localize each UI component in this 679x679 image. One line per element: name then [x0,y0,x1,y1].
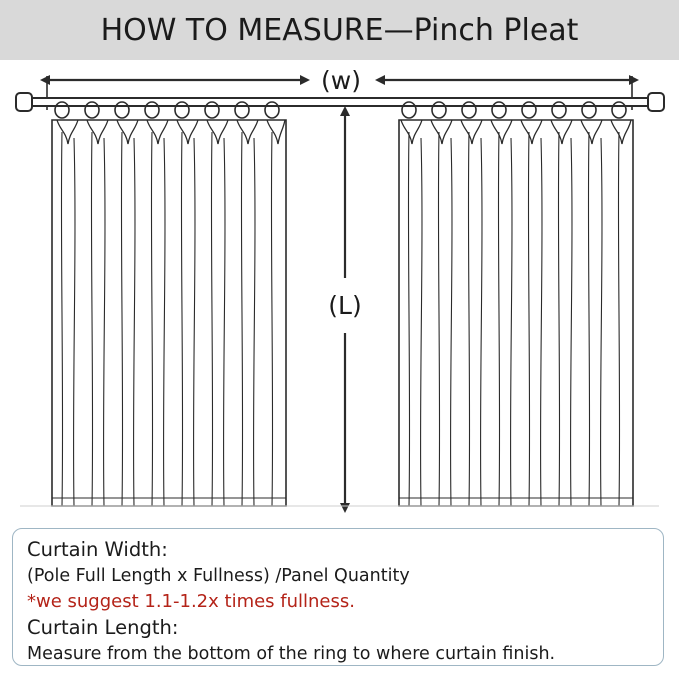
curtain-width-formula: (Pole Full Length x Fullness) /Panel Quantity [27,566,410,586]
diagram-svg [0,58,679,528]
curtain-rod [16,93,664,111]
fullness-suggestion-note: *we suggest 1.1-1.2x times fullness. [27,591,355,612]
curtain-width-heading: Curtain Width: [27,538,168,561]
title-bar [0,0,679,60]
left-curtain-panel [52,120,286,506]
curtain-diagram [0,58,679,528]
curtain-length-note: Measure from the bottom of the ring to where curtain finish. [27,644,556,664]
page-title: HOW TO MEASURE—Pinch Pleat [100,12,579,48]
width-label: (w) [321,66,361,95]
length-label: (L) [328,291,362,320]
curtain-length-heading: Curtain Length: [27,616,179,639]
length-dimension [328,116,361,503]
right-curtain-panel [399,120,633,506]
measurement-info-box [12,528,664,666]
